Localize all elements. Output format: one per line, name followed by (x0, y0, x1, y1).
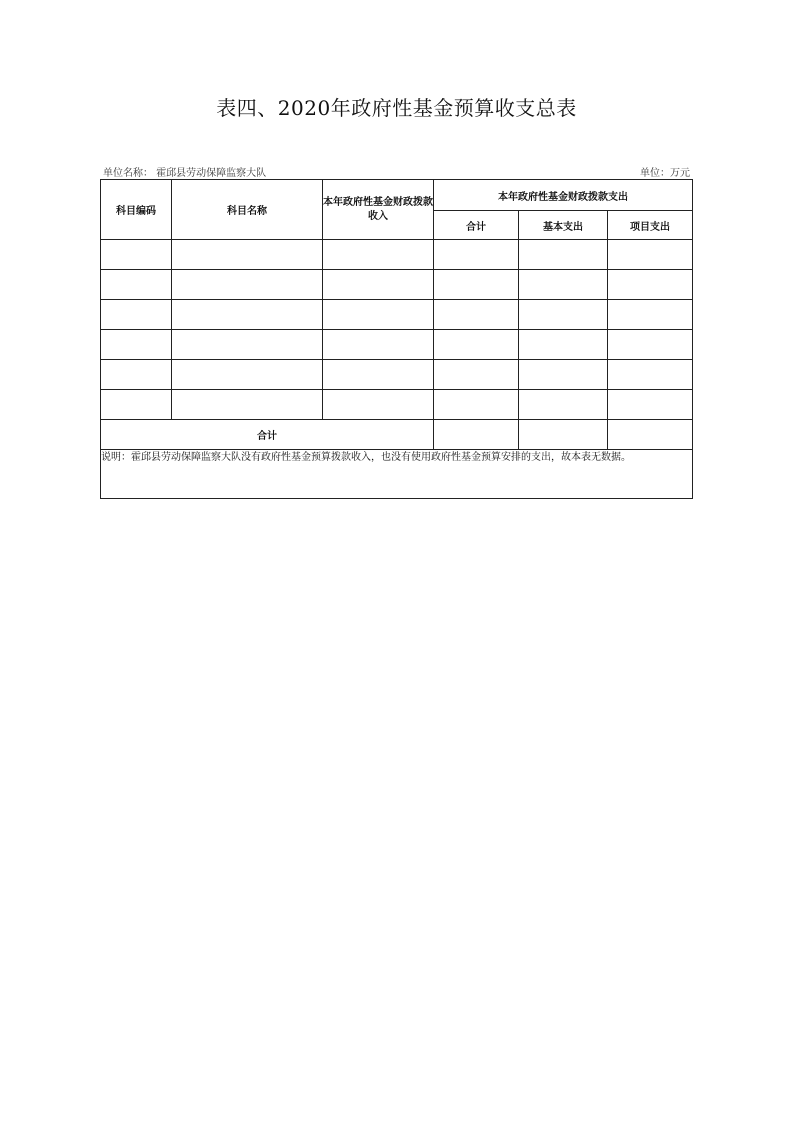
table-row (101, 390, 693, 420)
table-cell (519, 300, 608, 330)
table-cell (323, 270, 434, 300)
table-cell (323, 300, 434, 330)
table-cell (172, 360, 323, 390)
unit-name-label: 单位名称： (103, 168, 153, 179)
table-cell (608, 300, 693, 330)
table-cell (434, 390, 519, 420)
table-cell (101, 270, 172, 300)
table-cell (323, 330, 434, 360)
table-row (101, 330, 693, 360)
table-cell (434, 240, 519, 270)
table-cell (101, 360, 172, 390)
table-cell (172, 330, 323, 360)
page-title: 表四、2020年政府性基金预算收支总表 (216, 96, 577, 120)
table-cell (519, 330, 608, 360)
table-row (101, 300, 693, 330)
header-income-text: 本年政府性基金财政拨款收入 (323, 196, 433, 222)
table-cell (172, 240, 323, 270)
note-row (101, 450, 693, 499)
header-code: 科目编码 (101, 180, 172, 240)
table-cell (608, 390, 693, 420)
table-cell (519, 270, 608, 300)
total-label: 合计 (101, 420, 434, 450)
total-cell (434, 420, 519, 450)
header-income (323, 180, 434, 240)
table-cell (434, 300, 519, 330)
total-cell (608, 420, 693, 450)
table-cell (434, 270, 519, 300)
total-row (101, 420, 693, 450)
table-cell (608, 360, 693, 390)
table-cell (172, 270, 323, 300)
unit-label: 单位：万元 (640, 168, 690, 179)
table-cell (323, 240, 434, 270)
unit-name-value: 霍邱县劳动保障监察大队 (156, 168, 267, 179)
header-total: 合计 (434, 211, 519, 240)
table-cell (519, 390, 608, 420)
table-cell (172, 300, 323, 330)
table-body (101, 240, 693, 420)
table-cell (434, 330, 519, 360)
table-cell (519, 360, 608, 390)
table-row (101, 360, 693, 390)
table-cell (101, 300, 172, 330)
table-cell (101, 330, 172, 360)
table-row (101, 240, 693, 270)
table-cell (323, 390, 434, 420)
header-expense-group: 本年政府性基金财政拨款支出 (434, 180, 693, 211)
unit-name-line (103, 164, 266, 179)
table-cell (172, 390, 323, 420)
total-cell (519, 420, 608, 450)
table-cell (608, 330, 693, 360)
budget-table (100, 179, 693, 499)
header-basic: 基本支出 (519, 211, 608, 240)
table-cell (519, 240, 608, 270)
header-project: 项目支出 (608, 211, 693, 240)
table-row (101, 270, 693, 300)
table-cell (101, 390, 172, 420)
table-cell (101, 240, 172, 270)
table-cell (608, 270, 693, 300)
table-cell (608, 240, 693, 270)
header-row-1 (101, 180, 693, 211)
table-cell (434, 360, 519, 390)
table-cell (323, 360, 434, 390)
header-name: 科目名称 (172, 180, 323, 240)
note-text: 说明：霍邱县劳动保障监察大队没有政府性基金预算拨款收入，也没有使用政府性基金预算安排的支出，故本表无数据。 (101, 450, 693, 499)
